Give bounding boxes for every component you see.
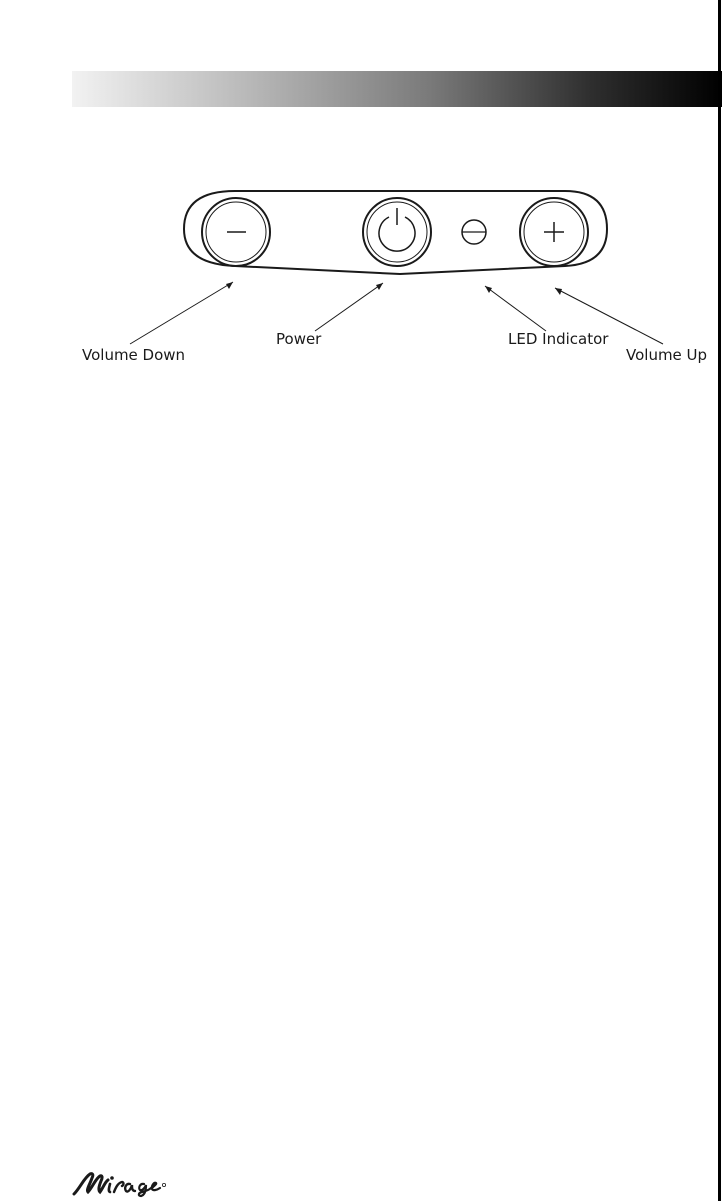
power-label: Power (276, 330, 322, 348)
control-panel-diagram (0, 0, 722, 400)
mirage-logo (72, 1168, 184, 1198)
power-button[interactable] (363, 198, 431, 266)
volume-up-button[interactable] (520, 198, 588, 266)
volume-down-label: Volume Down (82, 346, 186, 364)
volume-down-button[interactable] (202, 198, 270, 266)
volume-up-label: Volume Up (626, 346, 708, 364)
power-icon (379, 208, 415, 251)
led-indicator-label: LED Indicator (508, 330, 609, 348)
led-indicator (462, 220, 486, 244)
callout-volume-down (130, 282, 233, 344)
callout-led (485, 286, 546, 331)
callout-power (315, 283, 383, 331)
plus-icon (544, 222, 564, 242)
